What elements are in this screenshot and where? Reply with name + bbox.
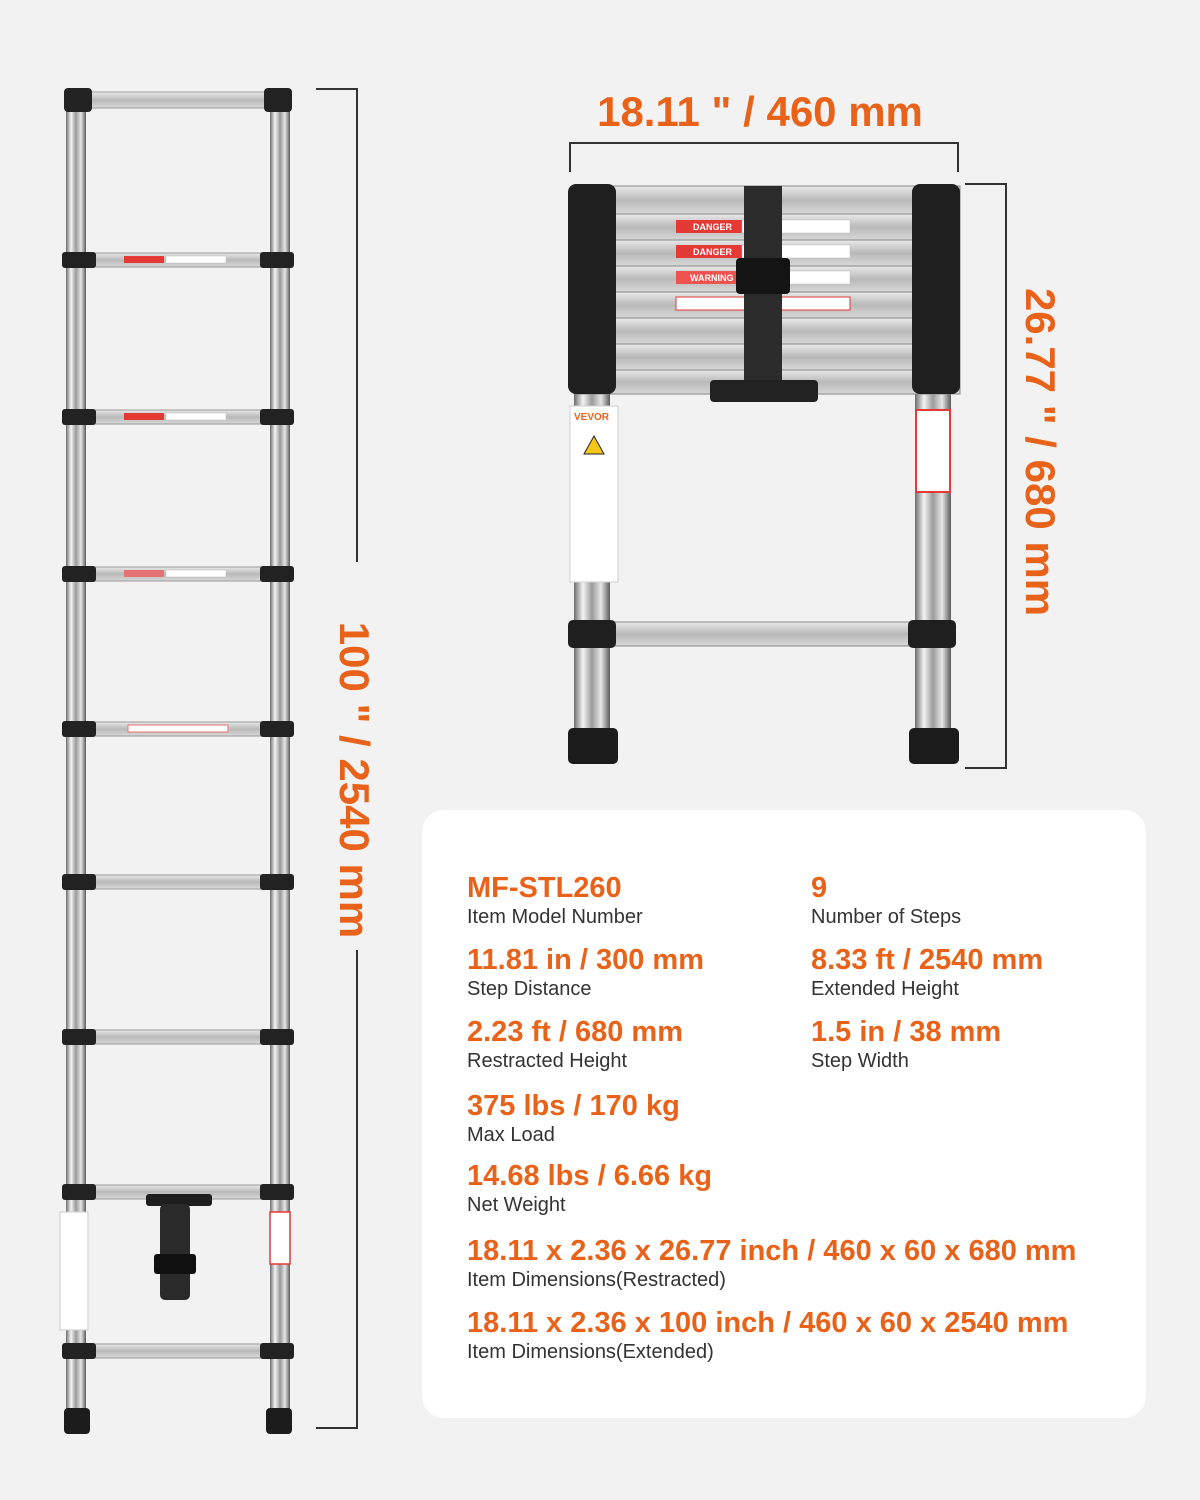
safety-label xyxy=(60,1212,88,1330)
spec-step-width xyxy=(811,1016,1001,1074)
retracted-ladder xyxy=(568,184,960,764)
ladder-rung xyxy=(62,1029,294,1045)
vevor-safety-label xyxy=(570,406,618,582)
spec-number-of-steps xyxy=(811,872,961,930)
ladder-rung xyxy=(62,1343,294,1359)
ladder-rungs xyxy=(62,88,294,1359)
spec-value: 18.11 x 2.36 x 26.77 inch / 460 x 60 x 680 mm xyxy=(467,1235,1077,1267)
spec-label: Number of Steps xyxy=(811,906,962,928)
extended-height-dimension-label: 100 " / 2540 mm xyxy=(331,621,378,939)
spec-label: Net Weight xyxy=(467,1194,566,1216)
warning-sticker-text: WARNING xyxy=(690,273,734,283)
width-dimension-bracket xyxy=(570,143,958,172)
spec-value: 1.5 in / 38 mm xyxy=(811,1016,1002,1048)
ladder-rung xyxy=(62,874,294,890)
spec-value: 18.11 x 2.36 x 100 inch / 460 x 60 x 2540 mm xyxy=(467,1307,1069,1339)
specifications-card xyxy=(422,810,1146,1418)
spec-model-number xyxy=(467,872,643,930)
spec-label: Restracted Height xyxy=(467,1050,628,1072)
spec-step-distance xyxy=(467,944,704,1002)
bottom-rung xyxy=(568,620,956,648)
ladder-foot xyxy=(909,728,959,764)
danger-sticker xyxy=(124,413,164,420)
ladder-rung xyxy=(62,252,294,268)
spec-value: 14.68 lbs / 6.66 kg xyxy=(467,1160,713,1192)
safety-label xyxy=(916,410,950,492)
ladder-foot xyxy=(64,1408,90,1434)
ladder-foot xyxy=(568,728,618,764)
ladder-rung xyxy=(62,409,294,425)
danger-sticker-text: DANGER xyxy=(693,222,733,232)
spec-label: Item Dimensions(Extended) xyxy=(467,1341,714,1363)
spec-label: Extended Height xyxy=(811,978,959,1000)
ladder-rung xyxy=(62,566,294,582)
spec-dimensions-extended xyxy=(467,1307,1068,1365)
spec-label: Max Load xyxy=(467,1124,555,1146)
spec-label: Item Dimensions(Restracted) xyxy=(467,1269,726,1291)
info-sticker xyxy=(128,725,228,732)
spec-value: 11.81 in / 300 mm xyxy=(467,944,704,976)
spec-max-load xyxy=(467,1090,680,1148)
spec-net-weight xyxy=(467,1160,712,1218)
spec-value: 2.23 ft / 680 mm xyxy=(467,1016,683,1048)
width-dimension-label: 18.11 " / 460 mm xyxy=(597,88,923,135)
retracted-height-dimension-label: 26.77 " / 680 mm xyxy=(1017,287,1064,617)
spec-value: 375 lbs / 170 kg xyxy=(467,1090,680,1122)
spec-extended-height xyxy=(811,944,1043,1002)
danger-sticker-text: DANGER xyxy=(693,247,733,257)
brand-logo: VEVOR xyxy=(574,412,610,423)
strap-icon xyxy=(146,1194,212,1300)
spec-value: 9 xyxy=(811,872,828,904)
retracted-height-dimension-bracket xyxy=(965,184,1006,768)
ladder-rung xyxy=(62,721,294,737)
spec-label: Item Model Number xyxy=(467,906,643,928)
danger-sticker xyxy=(124,256,164,263)
spec-label: Step Width xyxy=(811,1050,909,1072)
extended-ladder xyxy=(60,88,294,1434)
ladder-rung xyxy=(64,88,292,112)
spec-dimensions-retracted xyxy=(467,1235,1076,1293)
warning-sticker xyxy=(124,570,164,577)
ladder-foot xyxy=(266,1408,292,1434)
spec-value: MF-STL260 xyxy=(467,872,622,904)
spec-value: 8.33 ft / 2540 mm xyxy=(811,944,1044,976)
spec-retracted-height xyxy=(467,1016,683,1074)
spec-label: Step Distance xyxy=(467,978,592,1000)
safety-label xyxy=(270,1212,290,1264)
